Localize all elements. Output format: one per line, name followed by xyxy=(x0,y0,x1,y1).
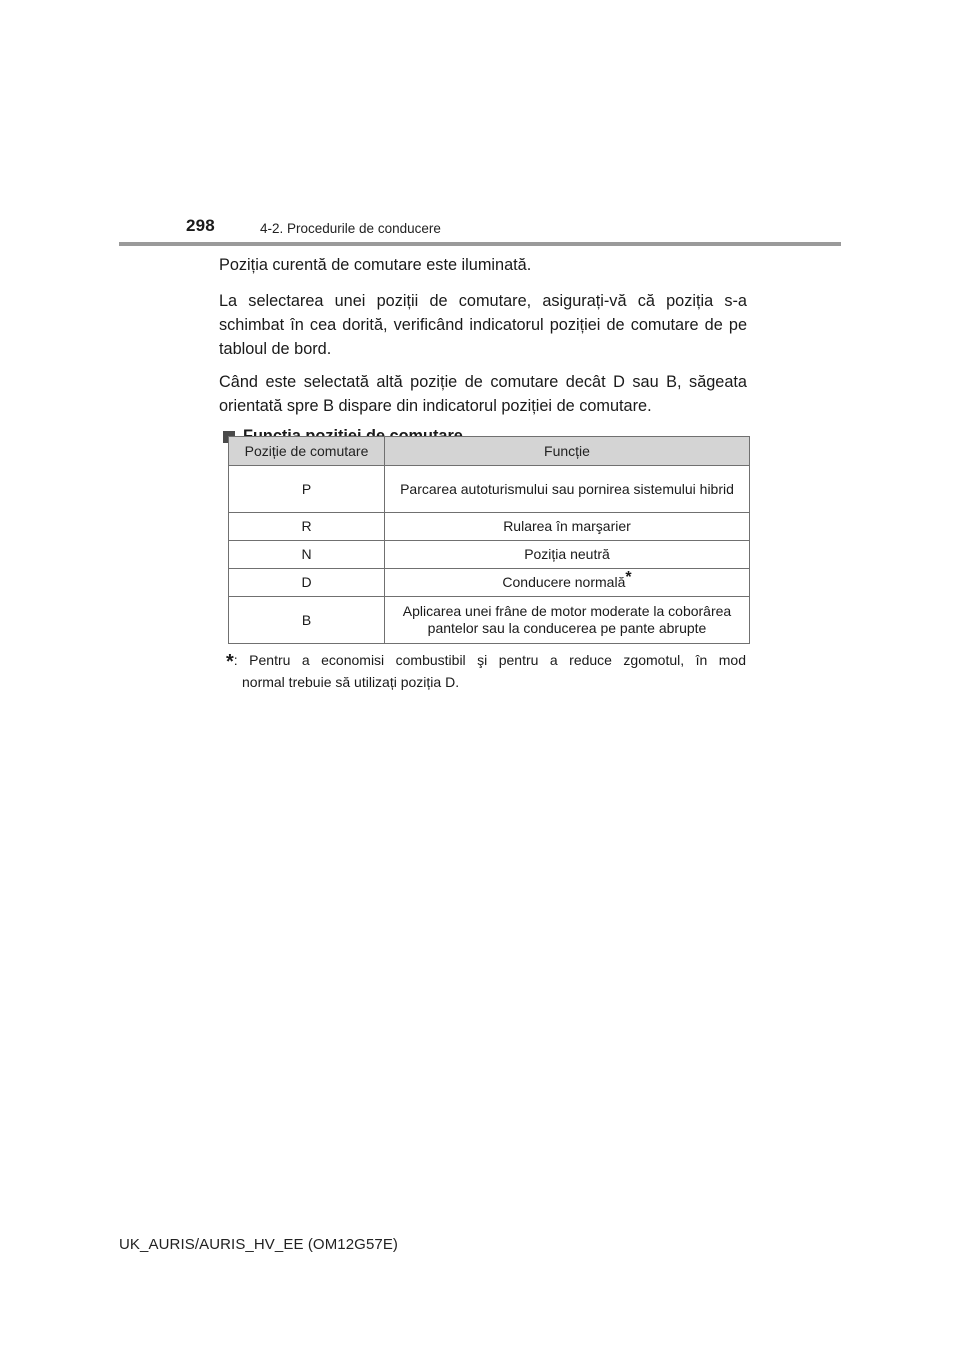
cell-position: D xyxy=(229,569,385,597)
section-title: 4-2. Procedurile de conducere xyxy=(260,221,441,236)
cell-position: N xyxy=(229,541,385,569)
cell-function xyxy=(385,569,750,597)
paragraph-current-position: Poziția curentă de comutare este iluminată. xyxy=(219,256,532,274)
footnote-reference-mark: * xyxy=(625,569,632,586)
cell-function: Rularea în marşarier xyxy=(385,513,750,541)
cell-function: Aplicarea unei frâne de motor moderate la coborârea pantelor sau la conducerea pe pante abrupte xyxy=(385,597,750,644)
cell-position: B xyxy=(229,597,385,644)
footnote xyxy=(226,650,746,692)
body-text xyxy=(219,253,747,446)
paragraph-select-position: La selectarea unei poziții de comutare, asigurați-vă că poziția s-a schimbat în cea dorită, verificând indicatorul poziției de comutare de pe tabloul de bord. xyxy=(219,292,747,358)
paragraph-arrow-indicator: Când este selectată altă poziție de comutare decât D sau B, săgeata orientată spre B dispare din indicatorul poziției de comutare. xyxy=(219,373,747,415)
cell-function: Poziția neutră xyxy=(385,541,750,569)
shift-position-table xyxy=(228,436,750,644)
page-header xyxy=(0,0,960,250)
column-header-position: Poziție de comutare xyxy=(229,437,385,466)
table-row xyxy=(229,569,750,597)
cell-function-text: Conducere normală xyxy=(502,574,626,590)
footnote-line-2: normal trebuie să utilizați poziția D. xyxy=(242,674,460,690)
page-number: 298 xyxy=(186,216,215,235)
footnote-mark: * xyxy=(226,651,234,673)
cell-function: Parcarea autoturismului sau pornirea sistemului hibrid xyxy=(385,466,750,513)
table-row xyxy=(229,541,750,569)
table-row xyxy=(229,513,750,541)
footnote-line-1 xyxy=(226,650,746,672)
model-code-footer: UK_AURIS/AURIS_HV_EE (OM12G57E) xyxy=(119,1236,399,1253)
table-row xyxy=(229,466,750,513)
footnote-text-1: : Pentru a economisi combustibil şi pentru a reduce zgomotul, în mod xyxy=(233,652,746,668)
column-header-function: Funcție xyxy=(385,437,750,466)
cell-position: P xyxy=(229,466,385,513)
header-divider xyxy=(119,242,841,246)
table-header-row xyxy=(229,437,750,466)
table-row xyxy=(229,597,750,644)
cell-position: R xyxy=(229,513,385,541)
